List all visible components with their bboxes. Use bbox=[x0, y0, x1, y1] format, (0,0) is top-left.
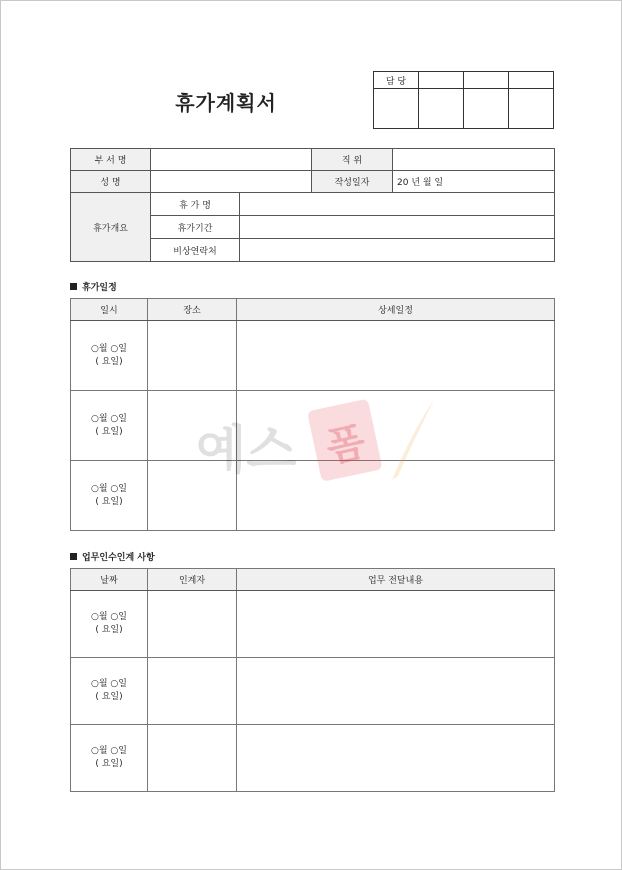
handover-table bbox=[70, 568, 555, 792]
schedule-date-cell[interactable]: ○월 ○일 ( 요일) bbox=[71, 321, 148, 391]
handover-date-cell[interactable]: ○월 ○일 ( 요일) bbox=[71, 725, 148, 792]
table-row bbox=[71, 658, 555, 725]
schedule-date-cell[interactable]: ○월 ○일 ( 요일) bbox=[71, 461, 148, 531]
approval-label: 담 당 bbox=[374, 72, 419, 89]
dept-field[interactable] bbox=[151, 149, 312, 171]
square-bullet-icon bbox=[70, 283, 77, 290]
handover-header-person: 인계자 bbox=[148, 569, 237, 591]
schedule-detail-cell[interactable] bbox=[237, 321, 555, 391]
approval-sign-cell[interactable] bbox=[419, 89, 464, 129]
schedule-place-cell[interactable] bbox=[148, 321, 237, 391]
schedule-place-cell[interactable] bbox=[148, 391, 237, 461]
approval-cell[interactable] bbox=[509, 72, 554, 89]
leave-name-label: 휴 가 명 bbox=[151, 193, 240, 216]
info-table bbox=[70, 148, 555, 262]
approval-sign-cell[interactable] bbox=[374, 89, 419, 129]
document-title: 휴가계획서 bbox=[175, 91, 277, 115]
schedule-detail-cell[interactable] bbox=[237, 391, 555, 461]
table-row bbox=[71, 725, 555, 792]
leave-period-label: 휴가기간 bbox=[151, 216, 240, 239]
handover-content-cell[interactable] bbox=[237, 591, 555, 658]
table-row bbox=[71, 461, 555, 531]
handover-person-cell[interactable] bbox=[148, 725, 237, 792]
schedule-date-cell[interactable]: ○월 ○일 ( 요일) bbox=[71, 391, 148, 461]
schedule-header-place: 장소 bbox=[148, 299, 237, 321]
schedule-detail-cell[interactable] bbox=[237, 461, 555, 531]
schedule-section-heading: 휴가일정 bbox=[70, 280, 117, 293]
emergency-contact-field[interactable] bbox=[240, 239, 555, 262]
name-field[interactable] bbox=[151, 171, 312, 193]
watermark-text: 예스 bbox=[196, 421, 297, 481]
handover-person-cell[interactable] bbox=[148, 591, 237, 658]
handover-section-heading: 업무인수인계 사항 bbox=[70, 550, 155, 563]
handover-person-cell[interactable] bbox=[148, 658, 237, 725]
emergency-contact-label: 비상연락처 bbox=[151, 239, 240, 262]
schedule-header-detail: 상세일정 bbox=[237, 299, 555, 321]
written-date-label: 작성일자 bbox=[312, 171, 393, 193]
approval-cell[interactable] bbox=[419, 72, 464, 89]
position-field[interactable] bbox=[393, 149, 555, 171]
square-bullet-icon bbox=[70, 553, 77, 560]
summary-label: 휴가개요 bbox=[71, 193, 151, 262]
handover-content-cell[interactable] bbox=[237, 725, 555, 792]
table-row bbox=[71, 321, 555, 391]
position-label: 직 위 bbox=[312, 149, 393, 171]
approval-cell[interactable] bbox=[464, 72, 509, 89]
approval-sign-cell[interactable] bbox=[509, 89, 554, 129]
handover-date-cell[interactable]: ○월 ○일 ( 요일) bbox=[71, 658, 148, 725]
leave-name-field[interactable] bbox=[240, 193, 555, 216]
leave-period-field[interactable] bbox=[240, 216, 555, 239]
handover-header-content: 업무 전달내용 bbox=[237, 569, 555, 591]
schedule-table bbox=[70, 298, 555, 531]
watermark-stamp-text: 폼 bbox=[322, 418, 370, 472]
written-date-field[interactable]: 20 년 월 일 bbox=[393, 171, 555, 193]
schedule-header-date: 일시 bbox=[71, 299, 148, 321]
dept-label: 부 서 명 bbox=[71, 149, 151, 171]
schedule-place-cell[interactable] bbox=[148, 461, 237, 531]
approval-box bbox=[373, 71, 554, 129]
name-label: 성 명 bbox=[71, 171, 151, 193]
table-row bbox=[71, 391, 555, 461]
handover-content-cell[interactable] bbox=[237, 658, 555, 725]
approval-sign-cell[interactable] bbox=[464, 89, 509, 129]
table-row bbox=[71, 591, 555, 658]
handover-date-cell[interactable]: ○월 ○일 ( 요일) bbox=[71, 591, 148, 658]
handover-header-date: 날짜 bbox=[71, 569, 148, 591]
